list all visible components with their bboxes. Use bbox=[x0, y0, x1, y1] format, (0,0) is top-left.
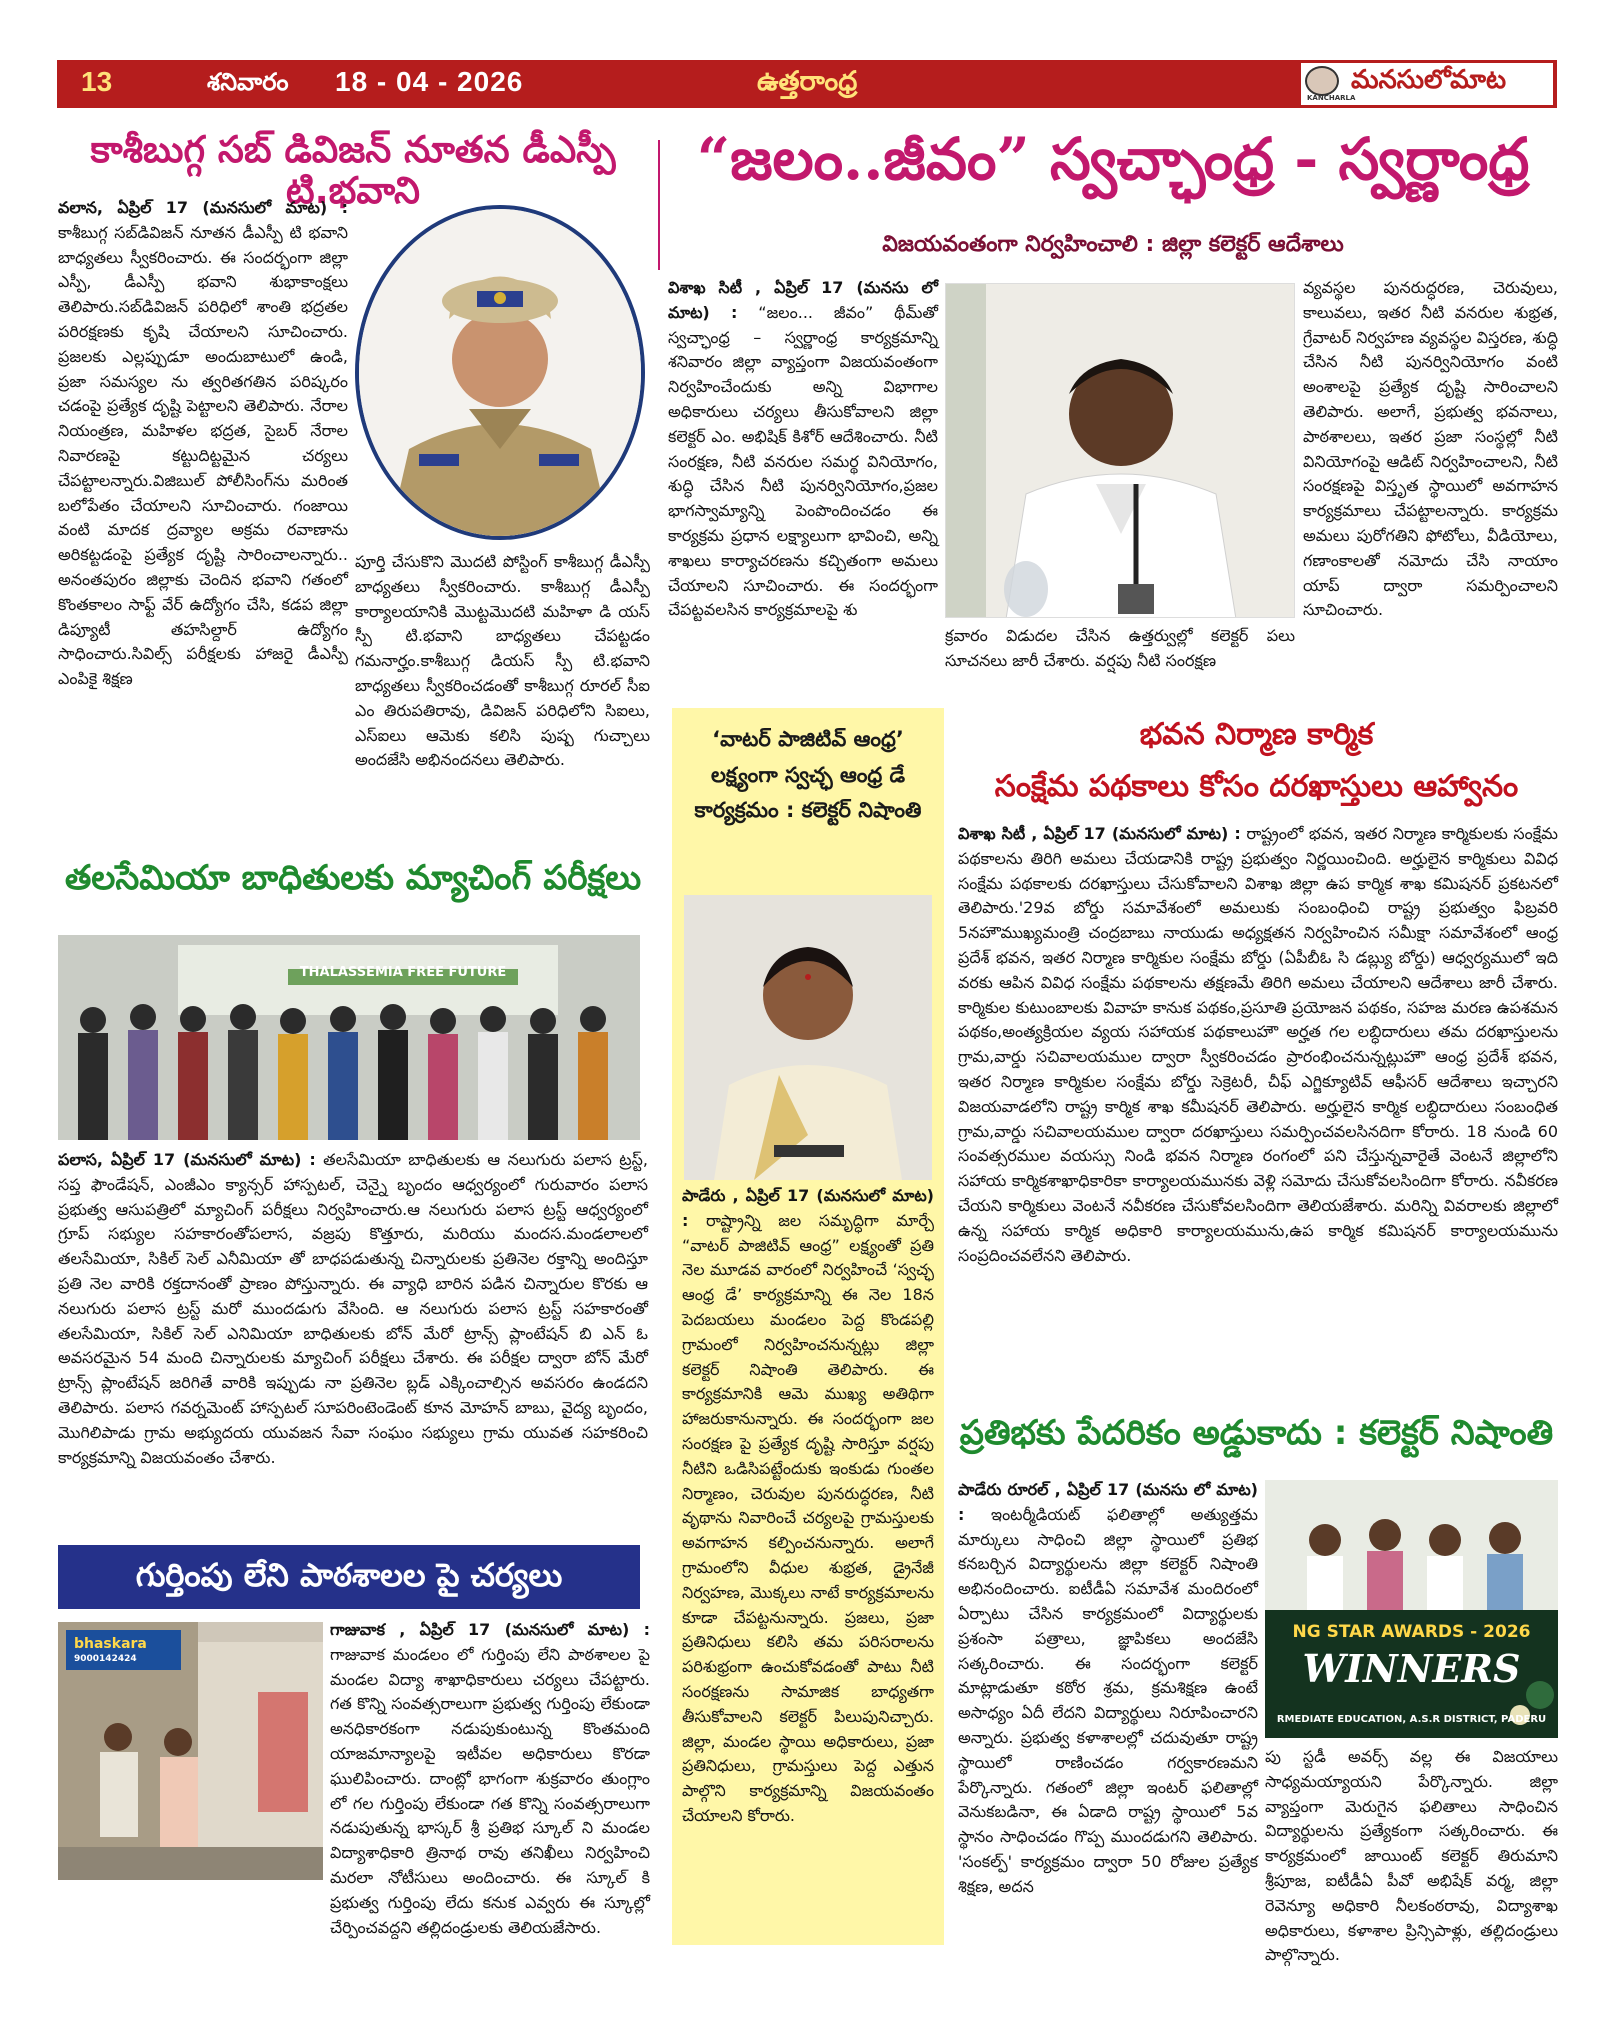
story1-headline: కాశీబుగ్గ సబ్ డివిజన్ నూతన డీఎస్పీ టి.భవాని bbox=[90, 128, 616, 212]
collector-press-photo bbox=[945, 283, 1295, 618]
story1-body: కాశీబుగ్గ సబ్‌డివిజన్ నూతన డీఎస్పీ టి భవాని బాధ్యతలు స్వీకరించారు. ఈ సందర్భంగా జిల్లా ఎస్పీ, డీఎస్పీ భవాని శుభాకాంక్షలు తెలిపారు.సబ్‌డివిజన్ పరిధిలో శాంతి భద్రతల పరిరక్షణకు కృషి చేయాలని సూచించారు. ప్రజలకు ఎల్లప్పుడూ అందుబాటులో ఉండి, ప్రజా సమస్యల ను త్వరితగతిన పరిష్కరం చడంపై ప్రత్యేక దృష్టి పెట్టాలని తెలిపారు. నేరాల నియంత్రణ, మహిళల భద్రత, సైబర్ నేరాల నివారణపై కట్టుదిట్టమైన చర్యలు చేపట్టాలన్నారు.విజిబుల్ పోలీసింగ్‌ను మరింత బలోపేతం చేయాలని సూచించారు. గంజాయి వంటి మాదక ద్రవ్యాల అక్రమ రవాణాను అరికట్టడంపై ప్రత్యేక దృష్టి సారించాలన్నారు.. అనంతపురం జిల్లాకు చెందిన భవాని గతంలో కొంతకాలం సాఫ్ట్ వేర్ ఉద్యోగం చేసి, కడప జిల్లా డిప్యూటీ తహసిల్దార్ ఉద్యోగం సాధించారు.సివిల్స్ పరీక్షలకు హాజరై డీఎస్పీ ఎంపికై శిక్షణ bbox=[58, 222, 348, 689]
story5-dateline: పాడేరు , ఏప్రిల్ 17 (మనసులో మాట) : bbox=[682, 1186, 934, 1230]
star-awards-photo bbox=[1265, 1480, 1558, 1738]
dsp-portrait-photo bbox=[355, 205, 645, 540]
story1-body-column bbox=[58, 196, 348, 836]
logo-caption: KANCHARLA bbox=[1307, 94, 1356, 102]
masthead-day: శనివారం bbox=[207, 68, 289, 96]
story7-headline: ప్రతిభకు పేదరికం అడ్డుకాదు : కలెక్టర్ నిషాంతి bbox=[959, 1413, 1554, 1453]
awards-banner-winners: WINNERS bbox=[1302, 1646, 1521, 1691]
awards-banner-subtitle: RMEDIATE EDUCATION, A.S.R DISTRICT, PADERU bbox=[1276, 1714, 1547, 1725]
newspaper-logo bbox=[1300, 62, 1554, 106]
school-sign-phone: 9000142424 bbox=[74, 1654, 137, 1664]
story7-body-continued: పు స్టడీ అవర్స్ వల్ల ఈ విజయాలు సాధ్యమయ్యాయని పేర్కొన్నారు. జిల్లా వ్యాప్తంగా మెరుగైన ఫలితాలు సాధించిన విద్యార్థులను ప్రత్యేకంగా సత్కరించారు. ఈ కార్యక్రమంలో జాయింట్ కలెక్టర్ తిరుమాని శ్రీపూజ, ఐటీడీఏ పీవో అభిషేక్ వర్మ, జిల్లా రెవెన్యూ అధికారి నీలకంఠరావు, విద్యాశాఖ అధికారులు, కళాశాల ప్రిన్సిపాళ్లు, తల్లిదండ్రులు పాల్గొన్నారు. bbox=[1265, 1747, 1558, 1965]
dsp-portrait-illustration bbox=[359, 209, 641, 536]
collector-nishanthi-photo bbox=[684, 895, 932, 1180]
logo-portrait-icon bbox=[1305, 66, 1339, 96]
school-sign-text: bhaskara bbox=[74, 1636, 147, 1652]
story6-headline-line2: సంక్షేమ పథకాలు కోసం దరఖాస్తులు ఆహ్వానం bbox=[994, 769, 1519, 804]
story5-body: రాష్ట్రాన్ని జల సమృద్ధిగా మార్చే “వాటర్ పాజిటివ్ ఆంధ్ర” లక్ష్యంతో ప్రతి నెల మూడవ వారంలో నిర్వహించే ‘స్వచ్ఛ ఆంధ్ర డే’ కార్యక్రమాన్ని ఈ నెల 18న పెదబయలు మండలం పెద్ద కొండపల్లి గ్రామంలో నిర్వహించనున్నట్లు జిల్లా కలెక్టర్ నిషాంతి తెలిపారు. ఈ కార్యక్రమానికి ఆమె ముఖ్య అతిథిగా హాజరుకానున్నారు. ఈ సందర్భంగా జల సంరక్షణ పై ప్రత్యేక దృష్టి సారిస్తూ వర్షపు నీటిని ఒడిసిపట్టేందుకు ఇంకుడు గుంతల నిర్మాణం, చెరువుల పునరుద్ధరణ, నీటి వృథాను నివారించే చర్యలపై గ్రామస్తులకు అవగాహన కల్పించనున్నారు. అలాగే గ్రామంలోని వీధుల శుభ్రత, డ్రైనేజీ నిర్వహణ, మొక్కలు నాటే కార్యక్రమాలను కూడా చేపట్టనున్నారు. ప్రజలు, ప్రజా ప్రతినిధులు కలిసి తమ పరిసరాలను పరిశుభ్రంగా ఉంచుకోవడంతో పాటు నీటి సంరక్షణను సామాజిక బాధ్యతగా తీసుకోవాలని కలెక్టర్ పిలుపునిచ్చారు. జిల్లా, మండల స్థాయి అధికారులు, ప్రజా ప్రతినిధులు, గ్రామస్తులు పెద్ద ఎత్తున పాల్గొని కార్యక్రమాన్ని విజయవంతం చేయాలని కోరారు. bbox=[682, 1210, 934, 1825]
story4-dateline: గాజువాక , ఏప్రిల్ 17 (మనసులో మాట) : bbox=[330, 1620, 650, 1639]
column-divider bbox=[658, 140, 660, 270]
story2-body-1: “జలం... జీవం” థీమ్‌తో స్వచ్ఛాంధ్ర – స్వర్ణాంధ్ర కార్యక్రమాన్ని శనివారం జిల్లా వ్యాప్తంగా విజయవంతంగా నిర్వహించేందుకు అన్ని విభాగాల అధికారులు చర్యలు తీసుకోవాలని జిల్లా కలెక్టర్ ఎం. అభిషిక్ కిశోర్ ఆదేశించారు. నీటి సంరక్షణ, నీటి వనరుల సమర్థ వినియోగం, శుద్ధి చేసిన నీటి పునర్వినియోగం,ప్రజల భాగస్వామ్యాన్ని పెంపొందించడం ఈ కార్యక్రమ ప్రధాన లక్ష్యాలుగా భావించి, అన్ని శాఖలు కార్యాచరణను కచ్చితంగా అమలు చేయాలని సూచించారు. ఈ సందర్భంగా చేపట్టవలసిన కార్యక్రమాలపై శు bbox=[668, 302, 938, 620]
thalassemia-banner-text: THALASSEMIA FREE FUTURE bbox=[299, 965, 507, 980]
story2-column-2 bbox=[945, 624, 1295, 694]
story4-body: గాజువాక మండలం లో గుర్తింపు లేని పాఠశాలల పై మండల విద్యా శాఖాధికారులు చర్యలు చేపట్టారు. గత కొన్ని సంవత్సరాలుగా ప్రభుత్వ గుర్తింపు లేకుండా అనధికారకంగా నడుపుకుంటున్న కొంతమంది యాజమాన్యాలపై ఇటీవల అధికారులు కొరడా ఘులిపించారు. దాంట్లో భాగంగా శుక్రవారం తుంగ్లాం లో గల గుర్తింపు లేకుండా గత కొన్ని సంవత్సరాలుగా నడుపుతున్న భాస్కర్ శ్రీ ప్రతిభ స్కూల్ ని మండల విద్యాశాధికారి త్రినాథ రావు తనిఖీలు నిర్వహించి మరలా నోటీసులు అందించారు. ఈ స్కూల్ కి ప్రభుత్వ గుర్తింపు లేదు కనుక ఎవ్వరు ఈ స్కూల్లో చేర్పించవద్దని తల్లిదండ్రులకు తెలియజేసారు. bbox=[330, 1644, 650, 1937]
story6-headline-line1: భవన నిర్మాణ కార్మిక bbox=[1139, 717, 1374, 752]
story2-column-3 bbox=[1303, 276, 1558, 694]
story2-headline: “జలం..జీవం” స్వచ్ఛాంధ్ర - స్వర్ణాంధ్ర bbox=[696, 125, 1530, 193]
thalassemia-group-photo bbox=[58, 935, 640, 1140]
story3-dateline: పలాస, ఏప్రిల్ 17 (మనసులో మాట) : bbox=[58, 1150, 316, 1169]
story5-headline-line2: లక్ష్యంగా స్వచ్ఛ ఆంధ్ర డే bbox=[710, 762, 906, 787]
section-name: ఉత్తరాంధ్ర bbox=[757, 66, 858, 97]
page-number: 13 bbox=[81, 66, 113, 97]
story1-continued-column bbox=[355, 550, 650, 840]
story6-body: రాష్ట్రంలో భవన, ఇతర నిర్మాణ కార్మికులకు సంక్షేమ పథకాలను తిరిగి అమలు చేయడానికి రాష్ట్ర ప్రభుత్వం నిర్ణయించింది. అర్హులైన కార్మికులు వివిధ సంక్షేమ పథకాలకు దరఖాస్తులు చేసుకోవాలని విశాఖ జిల్లా ఉప కార్మిక శాఖ కమిషనర్ ప్రకటనలో తెలిపారు.'29వ బోర్డు సమావేశంలో అమలుకు సంబంధించి రాష్ట్ర ప్రభుత్వం ఫిబ్రవరి 5నహౌముఖ్యమంత్రి చంద్రబాబు నాయుడు అధ్యక్షతన నిర్వహించిన సమీక్షా సమావేశంలో ఆంధ్ర ప్రదేశ్ భవన, ఇతర నిర్మాణ కార్మికుల సంక్షేమ బోర్డు (ఏపీబీఓ సి డబ్ల్యు బోర్డు) ఆధ్వర్యములో ఇది వరకు ఆపిన వివిధ సంక్షేమ పథకాలను తక్షణమే తిరిగి అమలు చేయాలని ఆదేశాలు జారీ చేశారు. కార్మికుల కుటుంబాలకు వివాహ కానుక పథకం,ప్రసూతి ప్రయోజన పథకం, సహజ మరణ ఉపశమన పథకం,అంత్యక్రియల వ్యయ సహాయక పథకాలుహౌ అర్హత గల లబ్ధిదారులు తమ దరఖాస్తులను గ్రామ,వార్డు సచివాలయముల ద్వారా స్వీకరించడం ప్రారంభించనున్నట్లుహౌ ఆంధ్ర ప్రదేశ్ భవన, ఇతర నిర్మాణ కార్మికుల సంక్షేమ బోర్డు సెక్రెటరీ, చీఫ్ ఎగ్జిక్యూటివ్ ఆఫీసర్ ఆదేశాలు ఇచ్చారని విజయవాడలోని రాష్ట్ర కార్మిక శాఖ కమీషనర్ తెలిపారు. అర్హులైన కార్మిక లబ్ధిదారులు సంబంధిత గ్రామ,వార్డు సచివాలయముల ద్వారా దరఖాస్తులు సమర్పించవలసినదిగా కోరారు. 18 నుండి 60 సంవత్సరముల వయస్సు నిండి భవన నిర్మాణ రంగంలో పని చేస్తున్నవారైతే వెంటనే జిల్లాలోని సహాయ కార్మికశాఖాధికారికా కార్యాలయమునకు వెళ్లి సమోదు చేసుకోవలసిందిగా కోరారు. నవీకరణ చేయని కార్మికులు వెంటనే నవీకరణ చేసుకోవలసిందిగా తెలియజేశారు. మరిన్ని వివరాలకు జిల్లాలో ఉన్న సహాయ కార్మిక అధికారి కార్యాలయమును,ఉప కార్మిక కమిషనర్ కార్యాలయమును సంప్రదించవలేనని తెలిపారు. bbox=[958, 824, 1558, 1265]
story5-body-column bbox=[682, 1184, 934, 1939]
school-inspection-photo bbox=[58, 1622, 323, 1880]
story4-body-column bbox=[330, 1618, 650, 1937]
story7-dateline: పాడేరు రూరల్ , ఏప్రిల్ 17 (మనసు లో మాట) : bbox=[958, 1480, 1258, 1524]
story2-body-3: వ్యవస్థల పునరుద్ధరణ, చెరువులు, కాలువలు, ఇతర నీటి వనరుల శుభ్రత, గ్రేవాటర్ నిర్వహణ వ్యవస్థల విస్తరణ, శుద్ధి చేసిన నీటి పునర్వినియోగం వంటి అంశాలపై ప్రత్యేక దృష్టి సారించాలని తెలిపారు. అలాగే, ప్రభుత్వ భవనాలు, పాఠశాలలు, ఇతర ప్రజా సంస్థల్లో నీటి వినియోగంపై ఆడిట్ నిర్వహించాలని, నీటి సంరక్షణపై విస్తృత స్థాయిలో అవగాహన కార్యక్రమాలు చేపట్టాలన్నారు. కార్యక్రమ అమలు పురోగతిని ఫోటోలు, వీడియోలు, గణాంకాలతో నమోదు చేసి నాయాం యాప్ ద్వారా సమర్పించాలని సూచించారు. bbox=[1303, 278, 1558, 620]
story6-body-column bbox=[958, 822, 1558, 1382]
story2-column-1 bbox=[668, 276, 938, 684]
story3-headline: తలసేమియా బాధితులకు మ్యాచింగ్ పరీక్షలు bbox=[64, 858, 642, 898]
collector-nishanthi-illustration bbox=[684, 895, 932, 1180]
story7-body-column bbox=[958, 1478, 1258, 1943]
story1-dateline: వలాన, ఏప్రిల్ 17 (మనసులో మాట) : bbox=[58, 198, 348, 217]
masthead-date: 18 - 04 - 2026 bbox=[335, 66, 524, 97]
story3-body-column bbox=[58, 1148, 648, 1528]
story4-headline: గుర్తింపు లేని పాఠశాలల పై చర్యలు bbox=[58, 1545, 640, 1609]
story1-body-continued: పూర్తి చేసుకొని మొదటి పోస్టింగ్ కాశీబుగ్గ డీఎస్పీ బాధ్యతలు స్వీకరించారు. కాశీబుగ్గ డీఎస్పీ కార్యాలయానికి మొట్టమొదటి మహిళా డి యస్ స్పీ టి.భవాని బాధ్యతలు చేపట్టడం గమనార్హం.కాశీబుగ్గ డియస్ స్పీ టి.భవాని బాధ్యతలు స్వీకరించడంతో కాశీబుగ్గ రూరల్ సీఐ ఎం తిరుపతిరావు, డివిజన్ పరిధిలోని సిఐలు, ఎస్ఐలు ఆమెకు కలిసి పుష్ప గుచ్చాలు అందజేసి అభినందనలు తెలిపారు. bbox=[355, 552, 650, 770]
story7-continued-column bbox=[1265, 1745, 1558, 1965]
logo-text: మనసులోమాట bbox=[1351, 65, 1507, 95]
star-awards-illustration bbox=[1265, 1480, 1558, 1738]
story2-subheadline: విజయవంతంగా నిర్వహించాలి : జిల్లా కలెక్టర్ ఆదేశాలు bbox=[882, 232, 1344, 257]
story7-body: ఇంటర్మీడియట్ ఫలితాల్లో అత్యుత్తమ మార్కులు సాధించి జిల్లా స్థాయిలో ప్రతిభ కనబర్చిన విద్యార్థులను జిల్లా కలెక్టర్ నిషాంతి అభినందించారు. ఐటీడీఏ సమావేశ మందిరంలో ఏర్పాటు చేసిన కార్యక్రమంలో విద్యార్థులకు ప్రశంసా పత్రాలు, జ్ఞాపికలు అందజేసి సత్కరించారు. ఈ సందర్భంగా కలెక్టర్ మాట్లాడుతూ కఠోర శ్రమ, క్రమశిక్షణ ఉంటే అసాధ్యం ఏదీ లేదని విద్యార్థులు నిరూపించారని అన్నారు. ప్రభుత్వ కళాశాలల్లో చదువుతూ రాష్ట్ర స్థాయిలో రాణించడం గర్వకారణమని పేర్కొన్నారు. గతంలో జిల్లా ఇంటర్ ఫలితాల్లో వెనుకబడినా, ఈ ఏడాది రాష్ట్ర స్థాయిలో 5వ స్థానం సాధించడం గొప్ప ముందడుగని తెలిపారు. 'సంకల్ప్' కార్యక్రమం ద్వారా 50 రోజుల ప్రత్యేక శిక్షణ, అదన bbox=[958, 1504, 1258, 1896]
awards-banner-title: NG STAR AWARDS - 2026 bbox=[1292, 1622, 1531, 1642]
story5-headline-line3: కార్యక్రమం : కలెక్టర్ నిషాంతి bbox=[694, 798, 922, 823]
story6-dateline: విశాఖ సిటీ , ఏప్రిల్ 17 (మనసులో మాట) : bbox=[958, 824, 1241, 843]
story3-body: తలసేమియా బాధితులకు ఆ నలుగురు పలాస ట్రస్ట్, సప్త ఫౌండేషన్, ఎంజీఎం క్యాన్సర్ హాస్పటల్, చెన్నై బృందం ఆధ్వర్యంలో గురువారం పలాస ప్రభుత్వ ఆసుపత్రిలో మ్యాచింగ్ పరీక్షలు నిర్వహించారు.ఆ నలుగురు పలాస ట్రస్ట్ ఆధ్వర్యంలో గ్రూప్ సభ్యుల సహకారంతోపలాస, వజ్రపు కొత్తూరు, మరియు మందస.మండలాలలో తలసేమియా, సికిల్ సెల్ ఎనీమియా తో బాధపడుతున్న చిన్నారులకు ప్రతినెల రక్తాన్ని అందిస్తూ ప్రతి నెల వారికి రక్తదానంతో ప్రాణం పోస్తున్నారు. ఈ వ్యాధి బారిన పడిన చిన్నారుల కొరకు ఆ నలుగురు పలాస ట్రస్ట్ మరో ముందడుగు వేసింది. ఆ నలుగురు పలాస ట్రస్ట్ సహకారంతో తలసేమియా, సికిల్ సెల్ ఎనిమియా బాధితులకు బోన్ మేరో ట్రాన్స్ ప్లాంటేషన్ బి ఎన్ ఓ అవసరమైన 54 మంది చిన్నారులకు మ్యాచింగ్ పరీక్షలు చేశారు. ఈ పరీక్షల ద్వారా బోన్ మేరో ట్రాన్స్ ప్లాంటేషన్ జరిగితే వారికి ఇప్పుడు నా ప్రతినెల బ్లడ్ ఎక్కించాల్సిన అవసరం ఉండదని తెలిపారు. పలాస గవర్నమెంట్ హాస్పటల్ సూపరింటెండెంట్ కూన మోహన్ బాబు, వైద్య బృందం, మొగిలిపాడు గ్రామ అభ్యుదయ యువజన సేవా సంఘం సభ్యులు గ్రామ యువత సహకరించి కార్యక్రమాన్ని విజయవంతం చేశారు. bbox=[58, 1150, 648, 1467]
story2-body-2: క్రవారం విడుదల చేసిన ఉత్తర్వుల్లో కలెక్టర్ పలు సూచనలు జారీ చేశారు. వర్షపు నీటి సంరక్షణ bbox=[945, 626, 1295, 670]
story2-dateline: విశాఖ సిటీ , ఏప్రిల్ 17 (మనసు లో మాట) : bbox=[668, 278, 938, 322]
collector-press-illustration bbox=[946, 284, 1295, 618]
story5-headline bbox=[680, 722, 936, 829]
story5-headline-line1: ‘వాటర్ పాజిటివ్ ఆంధ్ర’ bbox=[712, 727, 904, 751]
